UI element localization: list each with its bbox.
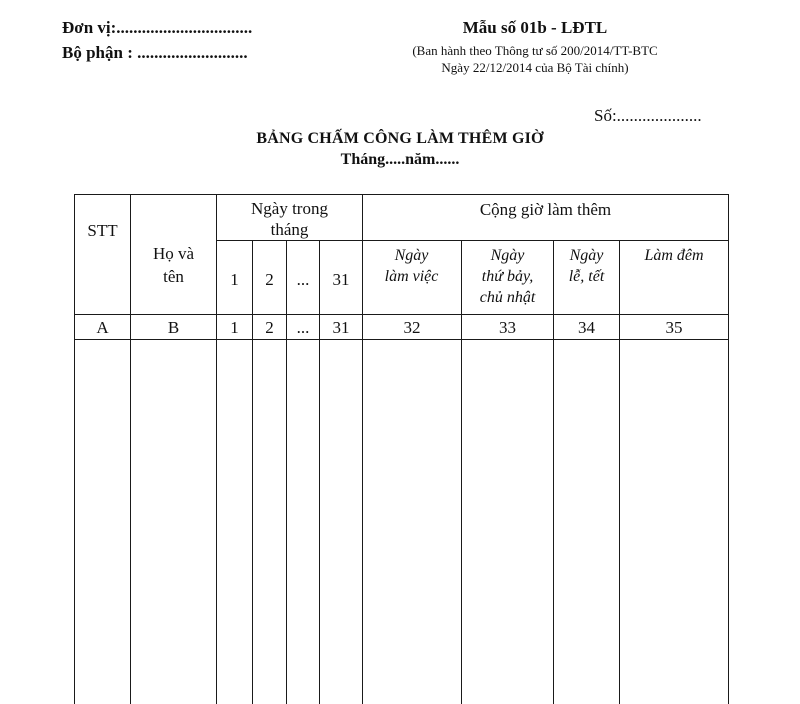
group-header-overtime: Cộng giờ làm thêm	[479, 199, 612, 219]
code-cell: 2	[265, 317, 274, 337]
ot-weekend-header-line3: chủ nhật	[479, 289, 536, 306]
day-col-header: 1	[230, 269, 239, 289]
form-code: Mẫu số 01b - LĐTL	[462, 18, 608, 37]
ot-holiday-header-line2: lễ, tết	[568, 268, 605, 285]
ot-weekend-header-line2: thứ bảy,	[481, 268, 534, 285]
table-header-divider	[216, 240, 729, 241]
table-border-right	[728, 194, 729, 704]
code-cell: 33	[499, 317, 516, 337]
col-header-stt: STT	[87, 220, 118, 240]
col-header-name-line1: Họ và	[152, 243, 195, 263]
code-cell: 31	[332, 317, 350, 337]
issued-line-2: Ngày 22/12/2014 của Bộ Tài chính)	[441, 60, 629, 75]
column-divider	[252, 240, 253, 704]
column-divider	[553, 240, 554, 704]
ot-night-header: Làm đêm	[644, 247, 704, 264]
code-cell: 34	[578, 317, 595, 337]
code-cell: 35	[665, 317, 683, 337]
ot-weekend-header-line1: Ngày	[490, 247, 525, 264]
code-cell: 32	[403, 317, 421, 337]
table-border-left	[74, 194, 75, 704]
code-cell: ...	[296, 317, 310, 337]
col-header-name-line2: tên	[163, 266, 184, 286]
group-header-days-line1: Ngày trong	[251, 198, 328, 218]
code-cell: 1	[230, 317, 239, 337]
column-divider	[619, 240, 620, 704]
issued-line-1: (Ban hành theo Thông tư số 200/2014/TT-BTC	[412, 43, 658, 58]
ot-workday-header-line1: Ngày	[394, 247, 429, 264]
unit-label: Đơn vị:................................	[62, 18, 253, 37]
code-cell: B	[167, 317, 180, 337]
code-cell: A	[96, 317, 109, 337]
ot-holiday-header-line1: Ngày	[569, 247, 604, 264]
column-divider	[319, 240, 320, 704]
group-header-days-line2: tháng	[270, 219, 309, 239]
table-header-bottom	[74, 314, 729, 315]
page-title: BẢNG CHẤM CÔNG LÀM THÊM GIỜ	[256, 130, 544, 147]
column-divider	[286, 240, 287, 704]
table-code-row-bottom	[74, 339, 729, 340]
document-number-label: Số:....................	[594, 106, 702, 125]
ot-workday-header-line2: làm việc	[384, 268, 439, 285]
day-col-header: 31	[332, 269, 350, 289]
department-label: Bộ phận : ..........................	[62, 43, 248, 62]
day-col-header: ...	[296, 269, 310, 289]
table-border-top	[74, 194, 729, 195]
column-divider	[461, 240, 462, 704]
period-label: Tháng.....năm......	[340, 151, 460, 168]
day-col-header: 2	[265, 269, 274, 289]
